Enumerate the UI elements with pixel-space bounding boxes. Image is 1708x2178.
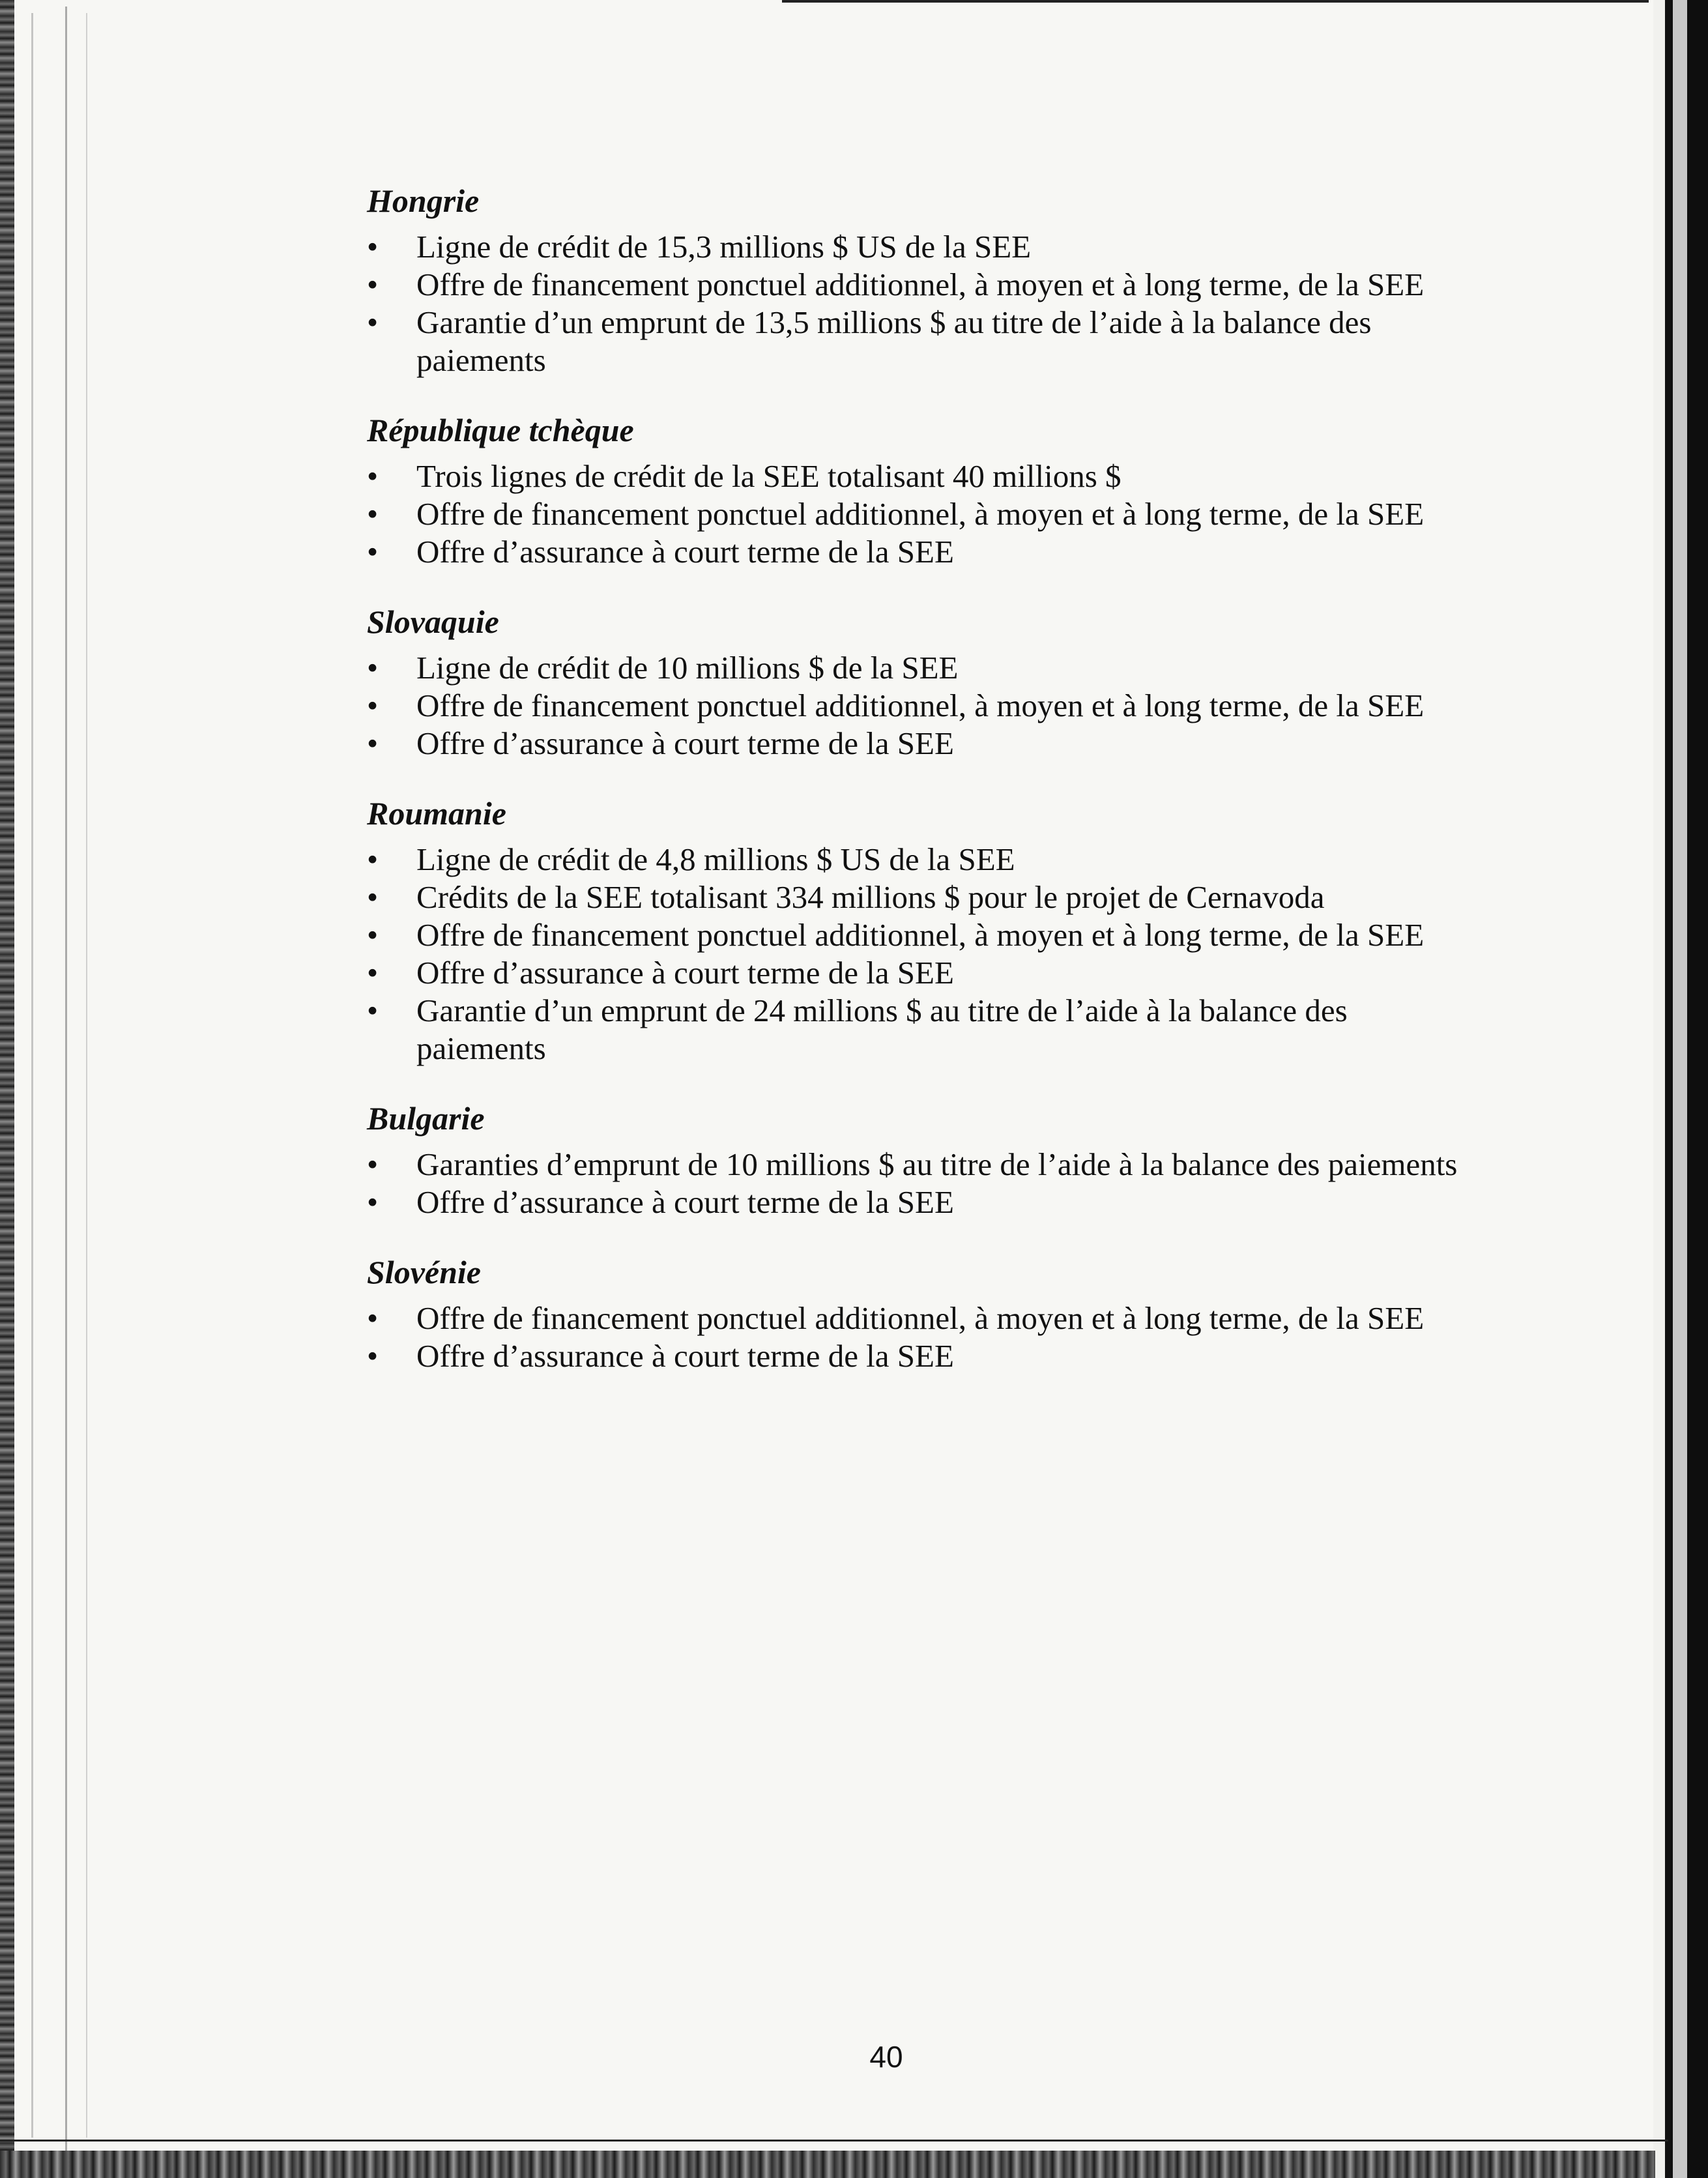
list-item: [367, 1337, 1481, 1375]
bullet-icon: •: [367, 879, 379, 915]
bullet-list: [367, 1300, 1481, 1375]
list-item: [367, 725, 1481, 762]
bullet-icon: •: [367, 841, 379, 877]
page-number: 40: [869, 2040, 903, 2074]
bullet-icon: •: [367, 496, 379, 532]
list-item-text: Offre de financement ponctuel additionnel, à moyen et à long terme, de la SEE: [416, 1300, 1425, 1336]
scan-top-rule: [782, 0, 1649, 3]
bullet-icon: •: [367, 229, 379, 265]
list-item: [367, 992, 1481, 1067]
bullet-list: [367, 649, 1481, 762]
list-item-text: Ligne de crédit de 15,3 millions $ US de la SEE: [416, 229, 1032, 265]
bullet-icon: •: [367, 534, 379, 570]
list-item: [367, 304, 1481, 379]
section-heading: Slovaquie: [367, 603, 499, 640]
page-content: [367, 181, 1481, 1375]
section-hongrie: [367, 181, 1481, 379]
list-item-text: Offre d’assurance à court terme de la SEE: [416, 725, 954, 761]
bullet-icon: •: [367, 1184, 379, 1220]
bullet-list: [367, 841, 1481, 1067]
bullet-icon: •: [367, 955, 379, 991]
bullet-list: [367, 228, 1481, 379]
bullet-icon: •: [367, 725, 379, 761]
list-item-text: Garantie d’un emprunt de 24 millions $ au titre de l’aide à la balance des paiements: [416, 993, 1348, 1066]
list-item: [367, 495, 1481, 533]
section-heading: Bulgarie: [367, 1100, 485, 1137]
bullet-icon: •: [367, 917, 379, 953]
bullet-list: [367, 457, 1481, 571]
section-heading: Roumanie: [367, 795, 506, 832]
list-item-text: Crédits de la SEE totalisant 334 millions $ pour le projet de Cernavoda: [416, 879, 1325, 915]
list-item: [367, 1146, 1481, 1183]
list-item-text: Offre de financement ponctuel additionnel, à moyen et à long terme, de la SEE: [416, 496, 1425, 532]
list-item: [367, 533, 1481, 571]
list-item: [367, 457, 1481, 495]
section-slovaquie: [367, 602, 1481, 762]
list-item-text: Ligne de crédit de 10 millions $ de la SEE: [416, 650, 959, 686]
section-republique-tcheque: [367, 411, 1481, 571]
bullet-icon: •: [367, 650, 379, 686]
list-item: [367, 954, 1481, 992]
list-item: [367, 649, 1481, 687]
list-item: [367, 687, 1481, 725]
list-item-text: Offre de financement ponctuel additionnel, à moyen et à long terme, de la SEE: [416, 917, 1425, 953]
scan-left-edge: [0, 0, 14, 2178]
list-item-text: Offre d’assurance à court terme de la SEE: [416, 1338, 954, 1374]
bullet-icon: •: [367, 1338, 379, 1374]
list-item-text: Garanties d’emprunt de 10 millions $ au titre de l’aide à la balance des paiements: [416, 1146, 1458, 1182]
list-item: [367, 878, 1481, 916]
bullet-icon: •: [367, 688, 379, 723]
list-item-text: Offre d’assurance à court terme de la SEE: [416, 1184, 954, 1220]
list-item: [367, 1183, 1481, 1221]
list-item: [367, 1300, 1481, 1337]
list-item: [367, 841, 1481, 878]
section-roumanie: [367, 794, 1481, 1067]
bullet-icon: •: [367, 1300, 379, 1336]
bullet-icon: •: [367, 267, 379, 302]
bullet-icon: •: [367, 993, 379, 1028]
list-item-text: Trois lignes de crédit de la SEE totalisant 40 millions $: [416, 458, 1122, 494]
section-heading: Slovénie: [367, 1254, 481, 1290]
list-item-text: Offre de financement ponctuel additionnel, à moyen et à long terme, de la SEE: [416, 267, 1425, 302]
section-heading: République tchèque: [367, 412, 634, 448]
scan-bottom-line: [0, 2140, 1668, 2142]
list-item-text: Offre d’assurance à court terme de la SEE: [416, 955, 954, 991]
list-item-text: Offre d’assurance à court terme de la SEE: [416, 534, 954, 570]
list-item: [367, 916, 1481, 954]
section-slovenie: [367, 1253, 1481, 1375]
list-item: [367, 266, 1481, 304]
bullet-list: [367, 1146, 1481, 1221]
list-item-text: Ligne de crédit de 4,8 millions $ US de la SEE: [416, 841, 1015, 877]
list-item-text: Offre de financement ponctuel additionnel, à moyen et à long terme, de la SEE: [416, 688, 1425, 723]
scan-rule: [65, 7, 67, 2151]
list-item: [367, 228, 1481, 266]
bullet-icon: •: [367, 304, 379, 340]
list-item-text: Garantie d’un emprunt de 13,5 millions $ au titre de l’aide à la balance des paiements: [416, 304, 1372, 378]
scan-rule: [86, 13, 87, 2138]
scan-right-edge: [1653, 0, 1708, 2178]
section-heading: Hongrie: [367, 182, 480, 219]
scan-rule: [31, 13, 33, 2138]
scan-bottom-edge: [0, 2151, 1655, 2178]
section-bulgarie: [367, 1099, 1481, 1221]
bullet-icon: •: [367, 458, 379, 494]
bullet-icon: •: [367, 1146, 379, 1182]
